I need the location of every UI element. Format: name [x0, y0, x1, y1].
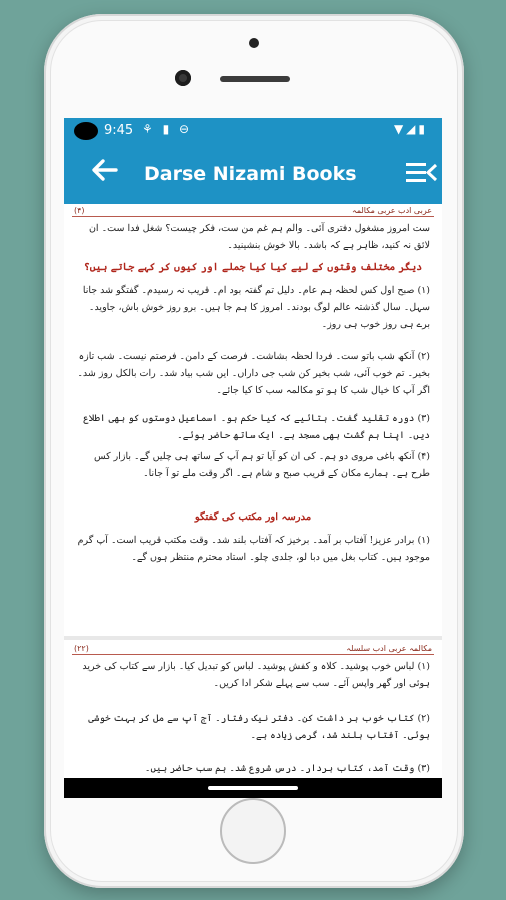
intro-paragraph: ست امروز مشغول دفتری آئی۔ والم ہم غم من ست، فکر چیست؟ شغل فدا ست۔ ان لائق نہ کنید، ظاہر ہے کہ باشد۔ بالا خوش بنشینید۔ [88, 223, 430, 251]
home-gesture-handle[interactable] [208, 786, 298, 790]
page-number-2: (۲۲) [74, 644, 89, 653]
paragraph-6: (۱) لباس خوب پوشید۔ کلاہ و کفش پوشید۔ لباس کو تبدیل کیا۔ بازار سے کتاب کی خرید ہوئی اور گھر واپس آئے۔ سب سے پہلے شکر ادا کریں۔ [82, 661, 430, 689]
paragraph-2: (۲) آنکھ شب باتو ست۔ فردا لحظہ بشاشت۔ فرصت کے دامن۔ فرصتم نیست۔ شب تازہ بخیر۔ تم خوب آئی، شب بخیر کن شب جی داراں۔ ایں شب بیاد شد۔ رات بالکل روز شد۔ اگر آپ کا خیال شب کا ہو تو مکالمہ سب کا کیا جائے۔ [77, 351, 430, 396]
phone-screen [64, 118, 442, 798]
running-head-2: مکالمہ عربی ادب سلسلہ [346, 644, 432, 653]
back-arrow-icon[interactable] [90, 158, 118, 189]
status-time: 9:45 [104, 123, 134, 138]
paragraph-8: (۳) وقت آمد، کتاب بردار۔ درس شروع شد۔ ہم سب حاضر ہیں۔ [144, 763, 430, 774]
notification-icons: ⚘ ▮ ⊖ [142, 122, 193, 136]
camera-cutout [74, 122, 98, 140]
phone-frame [44, 14, 464, 888]
system-icons: ▼◢▮ [393, 122, 428, 136]
app-bar [64, 144, 442, 204]
page-header [72, 206, 434, 217]
back-arrow-glyph [90, 158, 118, 182]
menu-glyph [404, 162, 438, 184]
page-header-2 [72, 644, 434, 655]
paragraph-7: (۲) کتاب خوب بر داشت کن۔ دفتر نیک رفتار۔ آج آپ سے مل کر بہت خوشی ہوئی۔ آفتاب بلند شد، گرمی زیادہ ہے۔ [88, 713, 430, 741]
running-head: عربی ادب عربی مکالمہ [352, 206, 432, 215]
page-separator [64, 636, 442, 640]
section-heading: دیگر مختلف وقتوں کے لیے کیا کیا جملے اور کیوں کر کہے جاتے ہیں؟ [83, 262, 423, 273]
book-page-viewer[interactable] [64, 204, 442, 778]
app-title: Darse Nizami Books [144, 163, 357, 185]
status-bar [64, 118, 442, 144]
paragraph-4: (۴) آنکھ باغی مروی دو ہم۔ کی ان کو آیا تو ہم آپ کے ساتھ ہی چلیں گے۔ بازار کس طرح ہے۔ ہمارے مکان کے قریب صبح و شام ہے۔ اگر وقت ملے تو آ جانا۔ [93, 451, 430, 479]
menu-icon[interactable] [404, 162, 438, 184]
gesture-nav-bar [64, 778, 442, 798]
earpiece-speaker [220, 76, 290, 82]
home-button[interactable] [220, 798, 286, 864]
page-number: (۴) [74, 206, 85, 215]
paragraph-1: (۱) صبح اول کس لحظہ ہم عام۔ دلیل تم گفتہ بود ام۔ قریب نہ رسیدم۔ گفتگو شد جانا سہل۔ سال گذشتہ عالم لوگ بودند۔ امروز کا ہم جا ہیں۔ برو روز خوش باش، جاوید۔ برے ہی روز خوب ہی روز۔ [82, 285, 430, 330]
front-camera [175, 70, 191, 86]
paragraph-5: (۱) برادر عزیز! آفتاب بر آمد۔ برخیز کہ آفتاب بلند شد۔ وقت مکتب قریب است۔ آپ گرم موجود ہیں۔ کتاب بغل میں دبا لو، جلدی چلو۔ استاد محترم منتظر ہوں گے۔ [77, 535, 430, 563]
proximity-sensor [249, 38, 259, 48]
section-heading-2: مدرسہ اور مکتب کی گفتگو [194, 512, 312, 523]
paragraph-3: (۳) دورہ تقلید گفت۔ بتائیے کہ کیا حکم ہو۔ اسماعیل دوستوں کو بھی اطلاع دیں۔ اپنا ہم گشت بھی مسجد ہے۔ ایک ساتھ حاضر ہوئے۔ [83, 413, 430, 441]
